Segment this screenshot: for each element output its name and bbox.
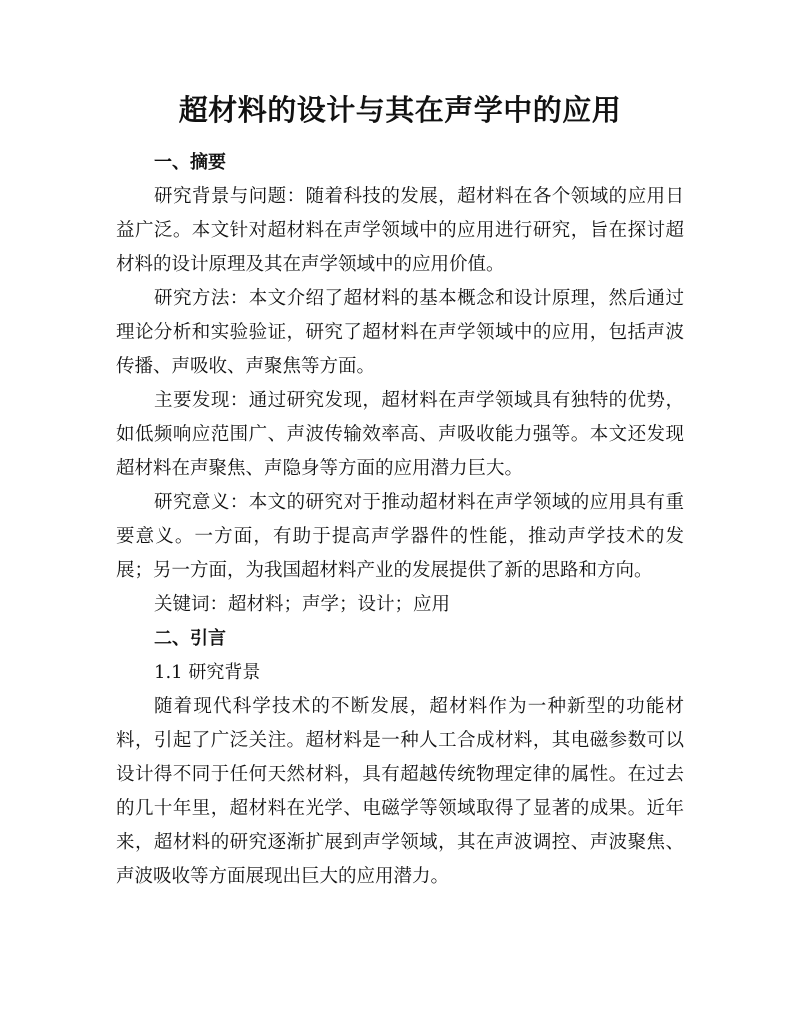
section-heading-abstract: 一、摘要 (154, 152, 226, 173)
keywords-line: 关键词：超材料；声学；设计；应用 (154, 594, 451, 615)
abstract-background-paragraph: 研究背景与问题：随着科技的发展，超材料在各个领域的应用日益广泛。本文针对超材料在声学领域中的应用进行研究，旨在探讨超材料的设计原理及其在声学领域中的应用价值。 (116, 186, 684, 275)
subsection-heading-background: 1.1 研究背景 (154, 662, 261, 683)
document-title: 超材料的设计与其在声学中的应用 (178, 93, 622, 127)
abstract-method-paragraph: 研究方法：本文介绍了超材料的基本概念和设计原理，然后通过理论分析和实验验证，研究了超材料在声学领域中的应用，包括声波传播、声吸收、声聚焦等方面。 (116, 288, 684, 377)
section-heading-introduction: 二、引言 (154, 628, 226, 649)
abstract-findings-paragraph: 主要发现：通过研究发现，超材料在声学领域具有独特的优势，如低频响应范围广、声波传输效率高、声吸收能力强等。本文还发现超材料在声聚焦、声隐身等方面的应用潜力巨大。 (116, 390, 684, 479)
introduction-paragraph: 随着现代科学技术的不断发展，超材料作为一种新型的功能材料，引起了广泛关注。超材料是一种人工合成材料，其电磁参数可以设计得不同于任何天然材料，具有超越传统物理定律的属性。在过去的几十年里，超材料在光学、电磁学等领域取得了显著的成果。近年来，超材料的研究逐渐扩展到声学领域，其在声波调控、声波聚焦、声波吸收等方面展现出巨大的应用潜力。 (116, 696, 684, 887)
abstract-significance-paragraph: 研究意义：本文的研究对于推动超材料在声学领域的应用具有重要意义。一方面，有助于提高声学器件的性能，推动声学技术的发展；另一方面，为我国超材料产业的发展提供了新的思路和方向。 (116, 492, 684, 581)
